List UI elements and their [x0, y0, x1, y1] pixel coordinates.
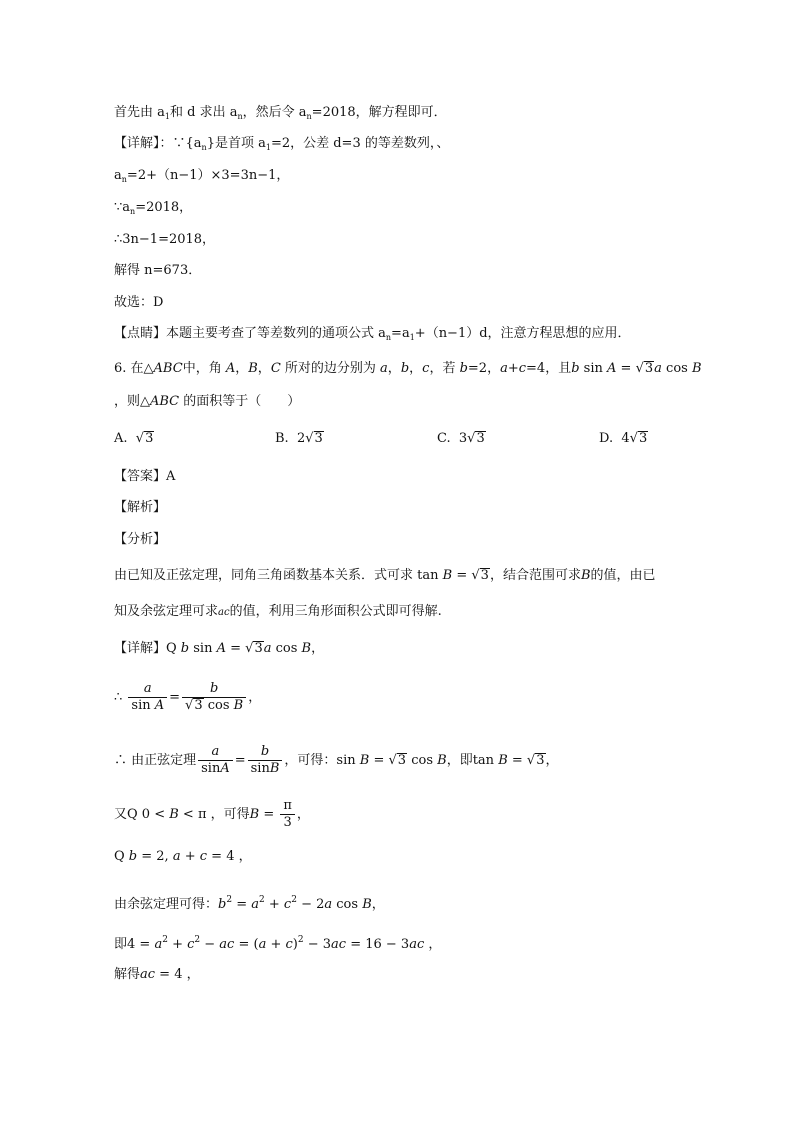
text-line: $\because a_n=2018$， [114, 200, 193, 216]
option-c: C. 3√3 [437, 431, 485, 446]
text-line: ∴ $\frac{a}{\text{sin A}}$ = $\frac{b}{\text{√3 cos B}}$ ， [114, 681, 262, 713]
text-line: 又Q 0 < B < π ，可得B = $\frac{\pi}{3}$ ， [114, 798, 310, 830]
question-6-stem-cont: ，则△ABC 的面积等于（ ） [114, 394, 301, 409]
question-6-stem: 6. 在△ABC中，角 A，B，C 所对的边分别为 a，b，c，若 b=2，a+c=4，且b sin A = √3a cos B [114, 361, 702, 376]
fraction: $\frac{a}{\sin A}$ [198, 744, 233, 777]
fraction: $\frac{a}{\text{sin A}}$ [128, 681, 167, 714]
text-line: 由余弦定理可得：$b^2 = a^2 + c^2 - 2a$ cos B， [114, 895, 385, 912]
option-a: A. √3 [114, 431, 154, 446]
text-line: 知及余弦定理可求ac的值，利用三角形面积公式即可得解. [114, 604, 442, 619]
answer-heading: 【答案】A [114, 469, 176, 484]
option-b: B. 2√3 [275, 431, 323, 446]
text-line: ∴3n−1=2018， [114, 232, 216, 247]
text-line: 即$4 = a^2 + c^2$ − ac = $(a + c)^2 - 3ac = 16 - 3ac$ ， [114, 935, 442, 952]
text-line: ∴ 由正弦定理 $\frac{a}{\sin A}$ = $\frac{b}{\sin B}$ ，可得：sin B = √3 cos B，即tan B = √3， [114, 744, 559, 776]
text-line: 【详解】Q b sin A = √3a cos B， [114, 641, 325, 656]
text-line: 【点睛】本题主要考查了等差数列的通项公式 $a_n=a_1+(n-1)d$，注意方程思想的应用． [114, 326, 631, 342]
text-line: $a_n=2+(n-1)\times 3=3n-1$， [114, 168, 290, 184]
text-line: 解得ac = 4 ， [114, 967, 200, 982]
option-d: D. 4√3 [599, 431, 648, 446]
text-line: Q b = 2, a + c = 4 ， [114, 849, 252, 864]
fraction: $\frac{b}{\sin B}$ [248, 744, 283, 777]
text-line: 首先由 $a_1$和 d 求出 $a_n$，然后令 $a_n=2018$，解方程即可． [114, 105, 447, 121]
text-line: 由已知及正弦定理，同角三角函数基本关系．式可求 tan B = √3，结合范围可求B的值，由已 [114, 568, 656, 583]
analysis-heading: 【解析】 [114, 500, 167, 515]
text-line: 故选：D [114, 295, 164, 310]
analysis-subheading: 【分析】 [114, 532, 167, 547]
fraction: $\frac{b}{\text{√3 cos B}}$ [182, 681, 246, 714]
text-line: 【详解】：$\because\{a_n\}$是首项 $a_1=2$，公差 d=3 的等差数列，、 [114, 136, 450, 152]
fraction: $\frac{\pi}{3}$ [280, 798, 295, 831]
text-line: 解得 n=673． [114, 263, 202, 278]
